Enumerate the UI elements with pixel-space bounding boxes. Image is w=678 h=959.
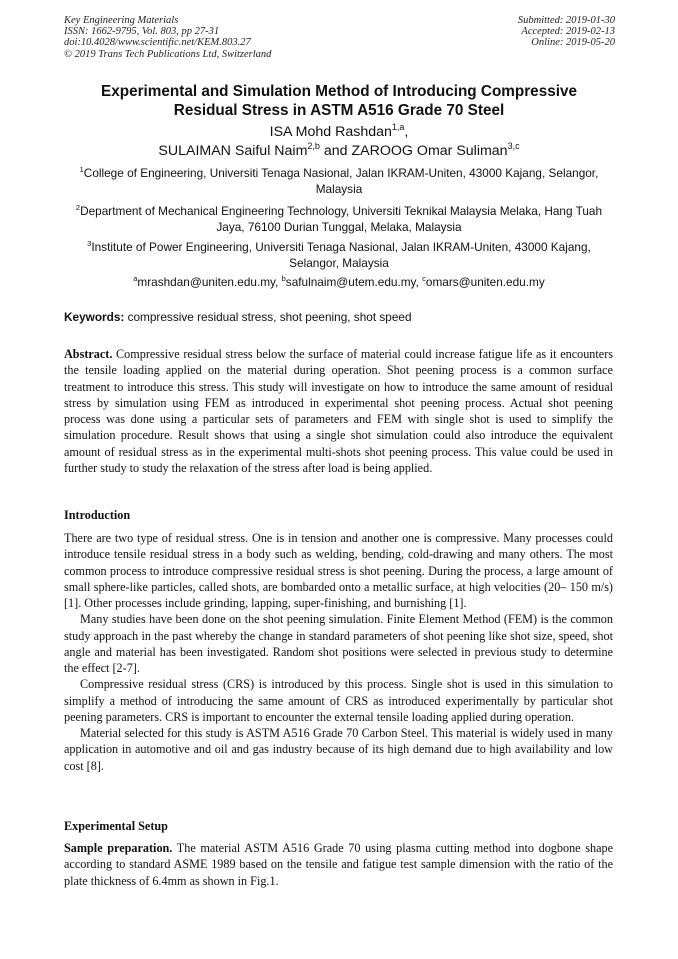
intro-paragraph-1: There are two type of residual stress. One is in tension and another one is compressive. Many processes could introduce tensile residual stress in a body such as welding, bending, cold-drawing and many others. The most common process to introduce compressive residual stress is shot peening. During the process, a large amount of small sphere-like particles, called shots, are bombarded onto a metallic surface, at high velocities (20– 150 m/s) [1]. Other processes include grinding, lapping, super-finishing, and burnishing [1].: [64, 531, 613, 610]
experimental-heading: Experimental Setup: [64, 819, 168, 833]
author-1: ISA Mohd Rashdan: [269, 124, 392, 140]
intro-paragraph-2: Many studies have been done on the shot peening simulation. Finite Element Method (FEM) is the common study approach in the past whereby the change in standard parameters of shot peening like shot size, speed, shot angle and material has been investigated. Random shot positions were selected in previous study to determine the effect [2-7].: [64, 612, 613, 675]
abstract-label: Abstract.: [64, 347, 113, 361]
author-3: ZAROOG Omar Suliman: [351, 143, 508, 159]
journal-name: Key Engineering Materials: [64, 15, 179, 26]
affiliation-3-text: Institute of Power Engineering, Universiti Tenaga Nasional, Jalan IKRAM-Uniten, 43000 Kajang, Selangor, Malaysia: [91, 240, 591, 270]
title-line-2: Residual Stress in ASTM A516 Grade 70 Steel: [173, 102, 505, 119]
introduction-heading: Introduction: [64, 508, 131, 522]
doi: doi:10.4028/www.scientific.net/KEM.803.27: [64, 37, 251, 49]
title-line-1: Experimental and Simulation Method of Introducing Compressive: [101, 83, 577, 100]
email-list: [64, 274, 614, 290]
keywords: [64, 309, 614, 325]
affiliation-1: [64, 165, 614, 197]
sample-preparation-label: Sample preparation.: [64, 841, 173, 855]
affiliation-1-text: College of Engineering, Universiti Tenaga Nasional, Jalan IKRAM-Uniten, 43000 Kajang, Selangor, Malaysia: [83, 166, 599, 196]
affiliation-3: [64, 239, 614, 271]
intro-paragraph-3: Compressive residual stress (CRS) is introduced by this process. Single shot is used in this simulation to simplify a method of introducing the same amount of CRS as introduced experimentally by particular shot peening parameters. CRS is important to encounter the external tensile loading applied during operation.: [64, 677, 613, 724]
online-date: Online: 2019-05-20: [531, 37, 615, 49]
affiliation-2-text: Department of Mechanical Engineering Technology, Universiti Teknikal Malaysia Melaka, Hang Tuah Jaya, 76100 Durian Tunggal, Melaka, Malaysia: [80, 204, 603, 234]
author-1-affil: 1,a: [391, 122, 405, 132]
affiliation-2-mark: 2: [75, 203, 81, 212]
author-2: SULAIMAN Saiful Naim: [158, 143, 308, 159]
experimental-paragraph: [64, 840, 613, 889]
keywords-text: compressive residual stress, shot peening, shot speed: [124, 310, 412, 324]
email-c: omars@uniten.edu.my: [425, 275, 545, 289]
author-list: [64, 123, 614, 161]
experimental-body: [64, 840, 613, 889]
copyright: © 2019 Trans Tech Publications Ltd, Switzerland: [64, 48, 272, 60]
issn: ISSN: 1662-9795, Vol. 803, pp 27-31: [64, 26, 220, 38]
author-line-1: [64, 123, 614, 142]
keywords-label: Keywords:: [64, 310, 125, 324]
abstract: [64, 346, 613, 476]
email-a-mark: a: [133, 274, 138, 283]
author-line-2: [64, 142, 614, 161]
affiliation-3-mark: 3: [87, 239, 92, 248]
publication-dates: [518, 15, 615, 49]
accepted-date: Accepted: 2019-02-13: [521, 26, 615, 38]
abstract-text: Compressive residual stress below the surface of material could increase fatigue life as it encounters the tensile loading applied on the material during operation. Shot peening process is a common surface treatment to introduce this stress. This study will investigate on how to introduce the same amount of residual stress by simulation using FEM as introduced in experimental shot peening process. Actual shot peening process was done using a particular sets of parameters and FEM with single shot is used to simplify the simulation procedure. Result shows that using a single shot simulation could also introduce the equivalent amount of residual stress as in the experimental multi-shots shot peening process. This value could be used in further study to study the relaxation of the stress after load is being applied.: [64, 347, 613, 475]
intro-paragraph-4: Material selected for this study is ASTM A516 Grade 70 Carbon Steel. This material is widely used in many application in automotive and oil and gas industry because of its high demand due to high availability and low cost [8].: [64, 726, 613, 773]
author-conjunction: and: [319, 143, 352, 159]
email-b: safulnaim@utem.edu.my,: [285, 275, 423, 289]
email-c-mark: c: [422, 274, 426, 283]
abstract-paragraph: [64, 346, 613, 476]
submitted-date: Submitted: 2019-01-30: [517, 15, 615, 26]
author-separator: ,: [404, 124, 409, 140]
email-b-mark: b: [281, 274, 286, 283]
affiliation-2: [64, 203, 614, 235]
paper-title: [64, 82, 614, 120]
introduction-body: [64, 530, 613, 774]
author-3-affil: 3,c: [507, 141, 520, 151]
sample-preparation-text: The material ASTM A516 Grade 70 using plasma cutting method into dogbone shape according to standard ASME 1989 based on the tensile and fatigue test sample dimension with the ratio of the plate thickness of 6.4mm as shown in Fig.1.: [64, 841, 613, 888]
affiliation-1-mark: 1: [79, 165, 84, 174]
journal-info: [64, 15, 271, 60]
email-a: mrashdan@uniten.edu.my,: [137, 275, 282, 289]
author-2-affil: 2,b: [307, 141, 320, 151]
